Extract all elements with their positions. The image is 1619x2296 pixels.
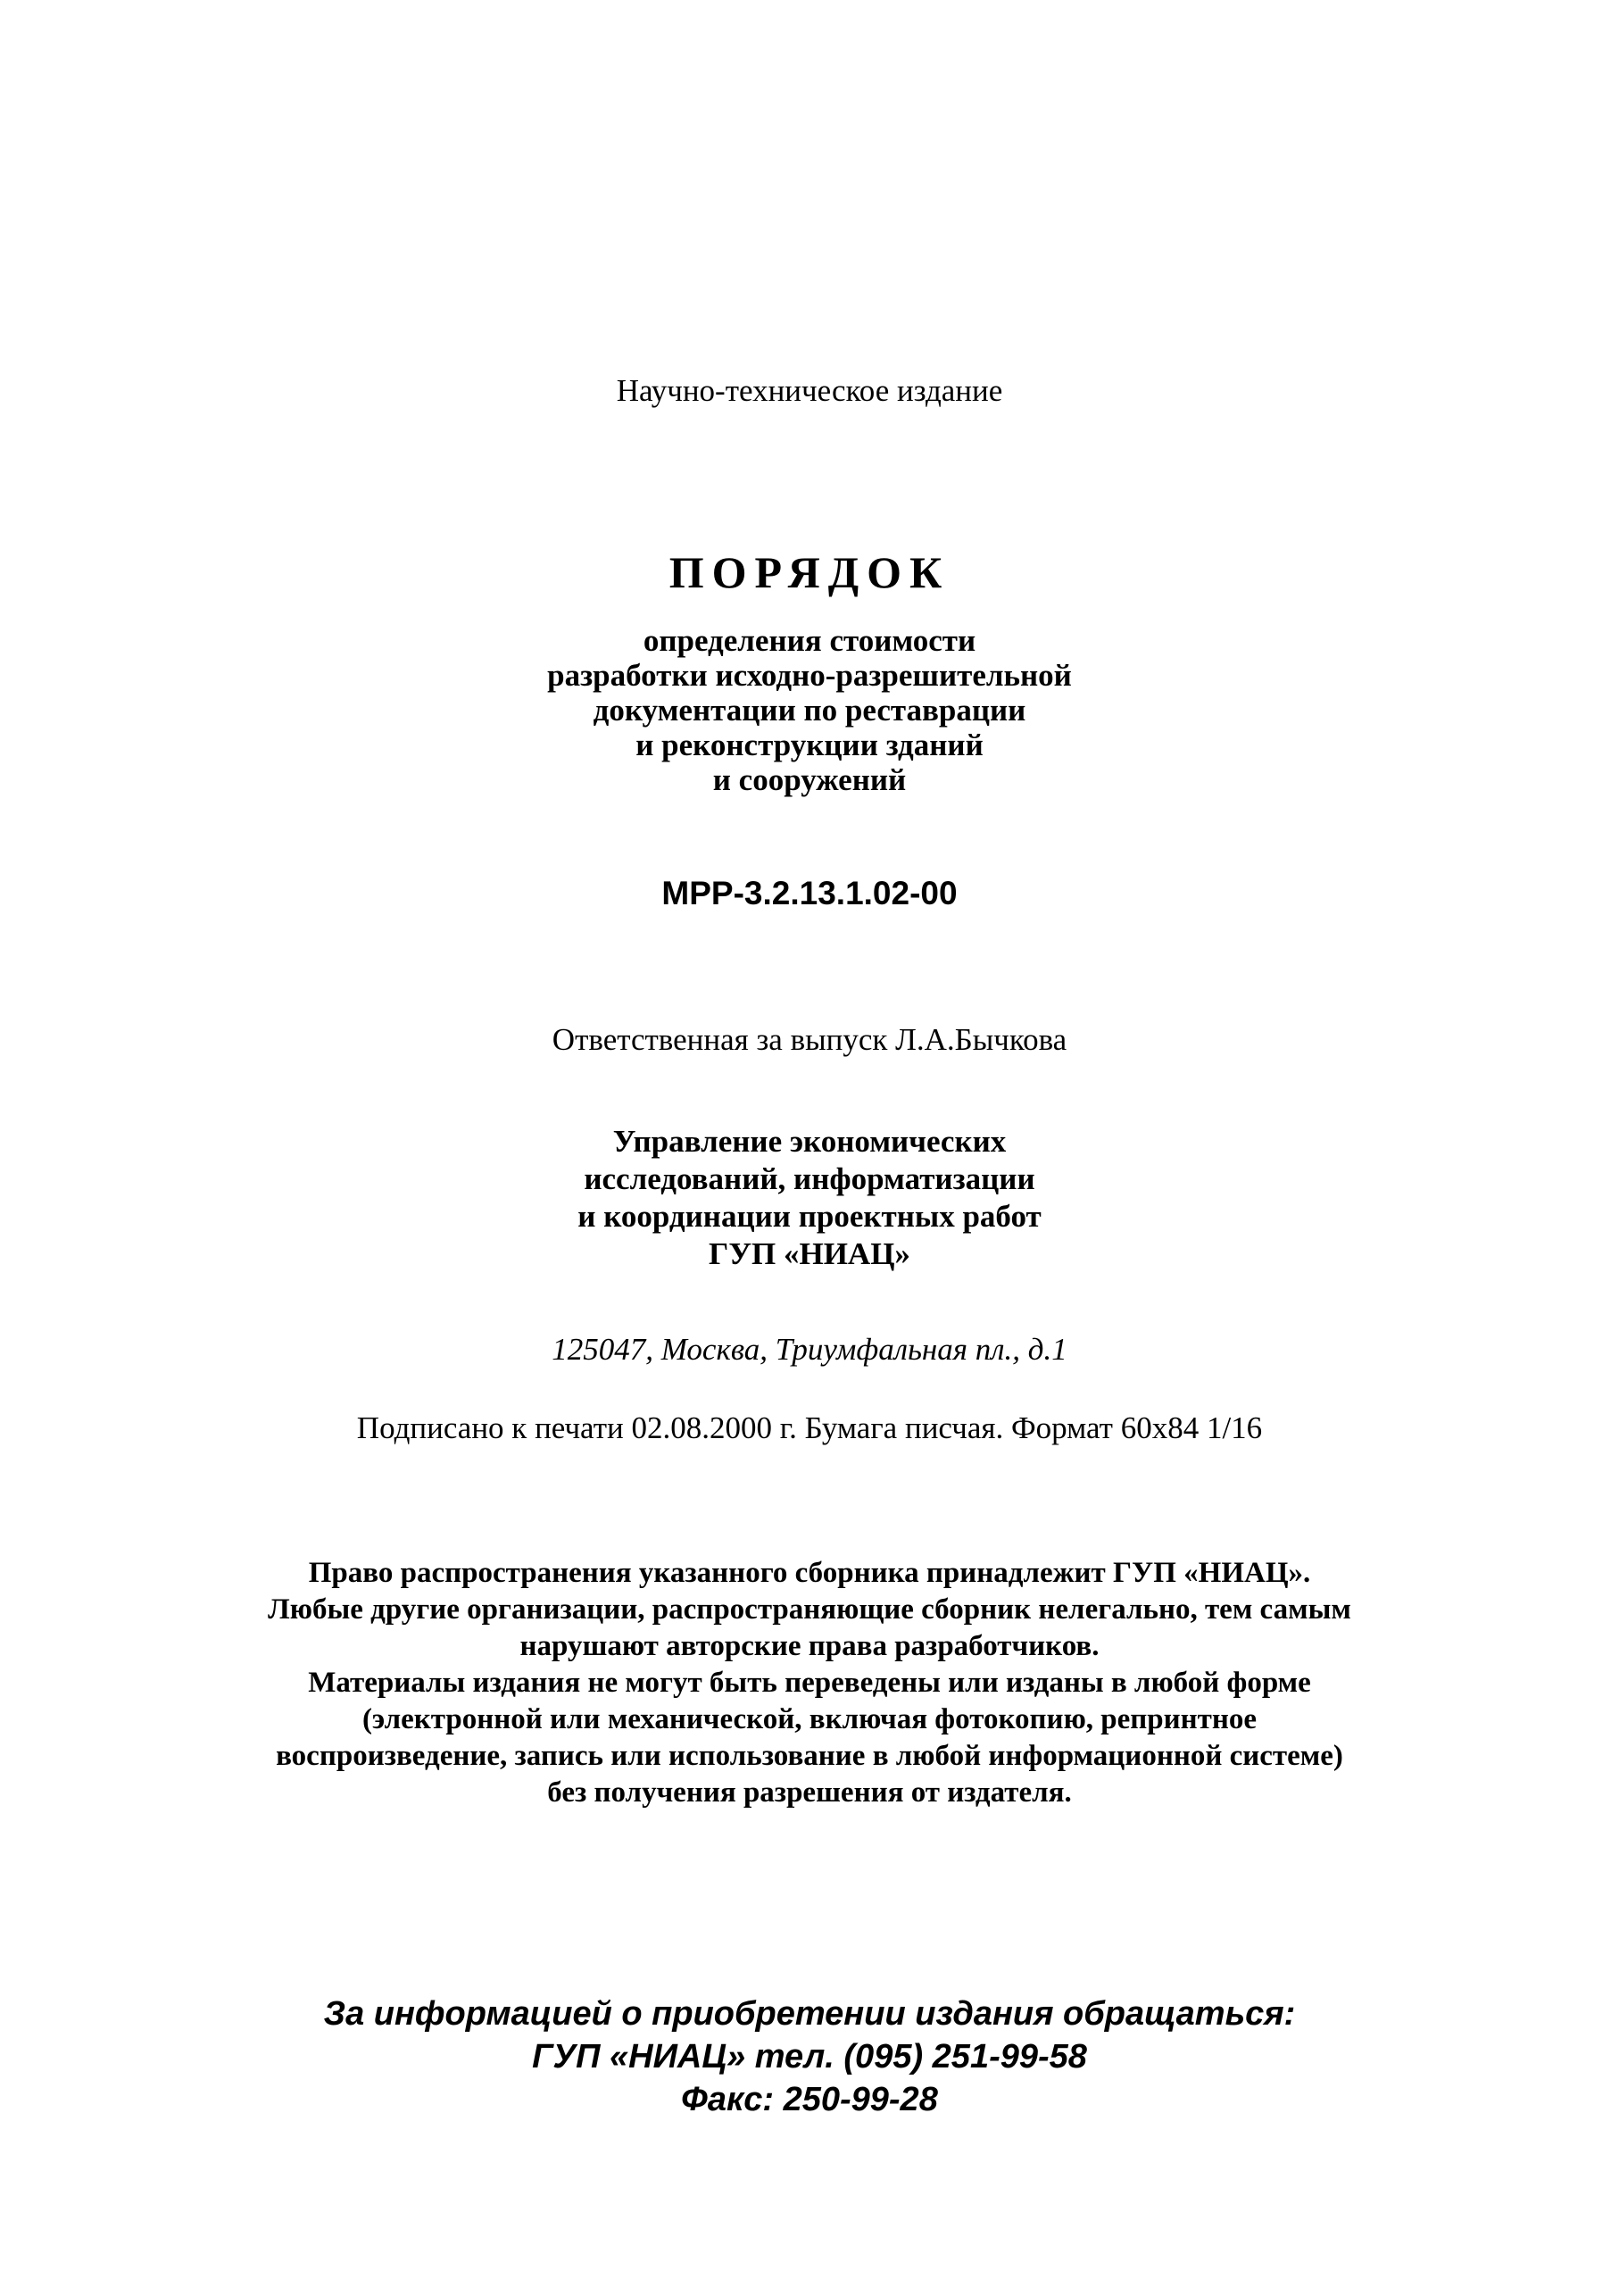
subtitle-line: и реконструкции зданий <box>635 728 984 762</box>
copyright-notice <box>0 1555 1619 1811</box>
copyright-line: Материалы издания не могут быть переведены или изданы в любой форме <box>308 1667 1311 1699</box>
copyright-line: воспроизведение, запись или использование в любой информационной системе) <box>276 1740 1343 1772</box>
contact-line: Факс: 250-99-28 <box>681 2081 938 2118</box>
copyright-line: без получения разрешения от издателя. <box>547 1776 1072 1809</box>
publisher-line: и координации проектных работ <box>577 1199 1042 1234</box>
document-subtitle <box>0 623 1619 797</box>
subtitle-line: определения стоимости <box>643 623 976 658</box>
publisher-line: Управление экономических <box>612 1124 1007 1159</box>
copyright-line: Право распространения указанного сборника принадлежит ГУП «НИАЦ». <box>308 1557 1311 1589</box>
contact-line: ГУП «НИАЦ» тел. (095) 251-99-58 <box>532 2038 1087 2076</box>
contact-info <box>0 1992 1619 2121</box>
publisher-line: ГУП «НИАЦ» <box>709 1236 910 1271</box>
contact-line: За информацией о приобретении издания обращаться: <box>323 1995 1296 2033</box>
publisher-address: 125047, Москва, Триумфальная пл., д.1 <box>552 1332 1067 1367</box>
subtitle-line: документации по реставрации <box>593 693 1026 728</box>
document-title: ПОРЯДОК <box>668 547 951 597</box>
publisher-line: исследований, информатизации <box>584 1161 1035 1196</box>
subtitle-line: и сооружений <box>712 762 907 797</box>
copyright-line: (электронной или механической, включая фотокопию, репринтное <box>361 1703 1258 1735</box>
responsible-person: Ответственная за выпуск Л.А.Бычкова <box>552 1022 1067 1057</box>
copyright-line: нарушают авторские права разработчиков. <box>519 1630 1100 1662</box>
edition-type: Научно-техническое издание <box>616 373 1003 408</box>
copyright-line: Любые другие организации, распространяющие сборник нелегально, тем самым <box>268 1593 1351 1626</box>
subtitle-line: разработки исходно-разрешительной <box>547 658 1072 693</box>
print-info: Подписано к печати 02.08.2000 г. Бумага писчая. Формат 60х84 1/16 <box>356 1410 1263 1445</box>
publisher-block <box>0 1123 1619 1273</box>
document-code: МРР-3.2.13.1.02-00 <box>661 875 958 911</box>
